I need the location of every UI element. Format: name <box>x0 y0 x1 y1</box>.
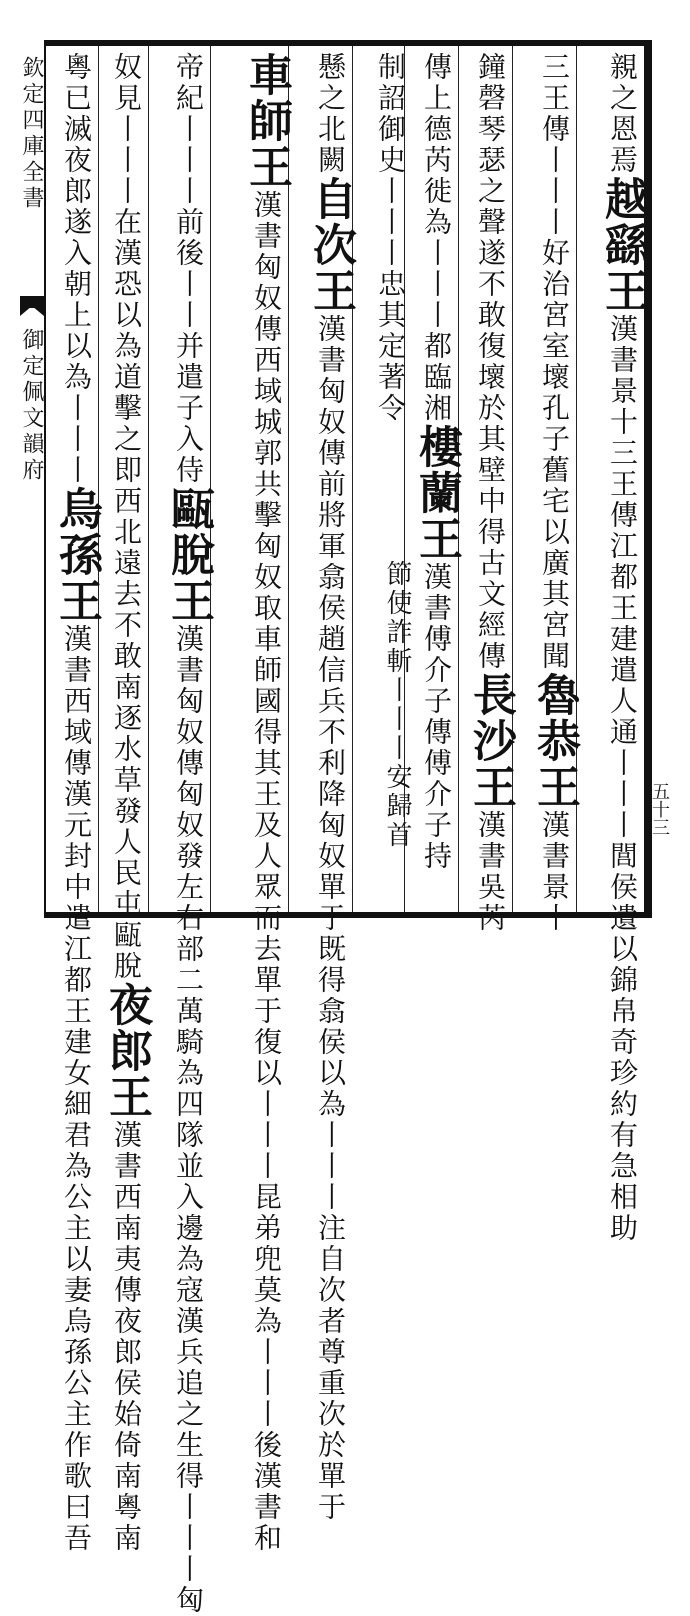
headword: 烏孫王 <box>51 486 102 624</box>
column-annotation: 漢書吳芮 <box>474 810 507 934</box>
headword: 夜郎王 <box>101 982 152 1120</box>
margin-book-title: 欽定四庫全書 <box>19 56 44 212</box>
text-column-3 <box>465 52 516 934</box>
column-text: 制詔御史丨丨丨忠其定著令 <box>374 52 407 424</box>
text-column-4b <box>380 560 410 900</box>
column-text: 懸之北闕 <box>314 52 347 176</box>
column-rule <box>98 46 99 912</box>
headword: 樓蘭王 <box>411 424 462 562</box>
column-annotation: 漢書匈奴傳匈奴發左右部二萬騎為四隊並入邊為寇漢兵追之生得丨丨丨匈 <box>172 624 205 1616</box>
column-rule <box>210 46 211 912</box>
column-text: 節使詐斬丨丨丨安歸首 <box>382 560 412 850</box>
column-text: 粵已滅夜郎遂入朝上以為丨丨丨 <box>60 52 93 486</box>
headword: 甌脫王 <box>163 486 214 624</box>
column-annotation: 漢書匈奴傳前將軍翕侯趙信兵不利降匈奴單于既得翕侯以為丨丨丨注自次者尊重次於單于 <box>314 314 347 1523</box>
column-annotation: 漢書景十 <box>538 810 571 934</box>
headword: 魯恭王 <box>529 672 580 810</box>
text-column-5 <box>362 52 407 552</box>
margin-sub-title: 御定佩文韻府 <box>19 328 44 484</box>
column-annotation: 漢書西域傳漢元封中遣江都王建女細君為公主以妻烏孫公主作歌曰吾 <box>60 624 93 1554</box>
text-column-4 <box>411 52 462 912</box>
column-annotation: 漢書傅介子傳傅介子持 <box>420 562 453 872</box>
text-column-9 <box>101 52 152 1554</box>
text-column-7 <box>220 52 292 1554</box>
column-annotation: 漢書景十三王傳江都王建遣人通丨丨丨閭侯遺以錦帛奇珍約有急相助 <box>606 314 639 1244</box>
column-rule <box>148 46 149 912</box>
column-text: 帝紀丨丨丨前後丨丨并遣子入侍 <box>172 52 205 486</box>
column-text: 親之恩焉 <box>606 52 639 176</box>
column-text: 奴見丨丨丨在漢恐以為道擊之即西北遠去不敢南逐水草發人民屯甌脫 <box>110 52 143 982</box>
headword: 車師王 <box>241 52 292 190</box>
text-column-10 <box>51 52 102 1554</box>
column-text: 傳上德芮徙為丨丨丨都臨湘 <box>420 52 453 424</box>
column-text: 鐘磬琴瑟之聲遂不敢復壞於其壁中得古文經傳 <box>474 52 507 672</box>
headword: 自次王 <box>305 176 356 314</box>
column-annotation: 漢書匈奴傳西域城郭共擊匈奴取車師國得其王及人眾而去單于復以丨丨丨昆弟兜莫為丨丨丨後漢書和 <box>250 190 283 1554</box>
page-number: 五十三 <box>649 782 670 836</box>
headword: 越繇王 <box>597 176 648 314</box>
column-text: 三王傳丨丨丨好治宮室壞孔子舊宅以廣其宮聞 <box>538 52 571 672</box>
column-annotation: 漢書西南夷傳夜郎侯始倚南粵南 <box>110 1120 143 1554</box>
text-column-6 <box>298 52 356 1523</box>
headword: 長沙王 <box>465 672 516 810</box>
text-column-2 <box>524 52 580 934</box>
fishtail-notch <box>20 306 44 316</box>
text-column-1 <box>586 52 648 1244</box>
text-column-8 <box>158 52 214 1616</box>
